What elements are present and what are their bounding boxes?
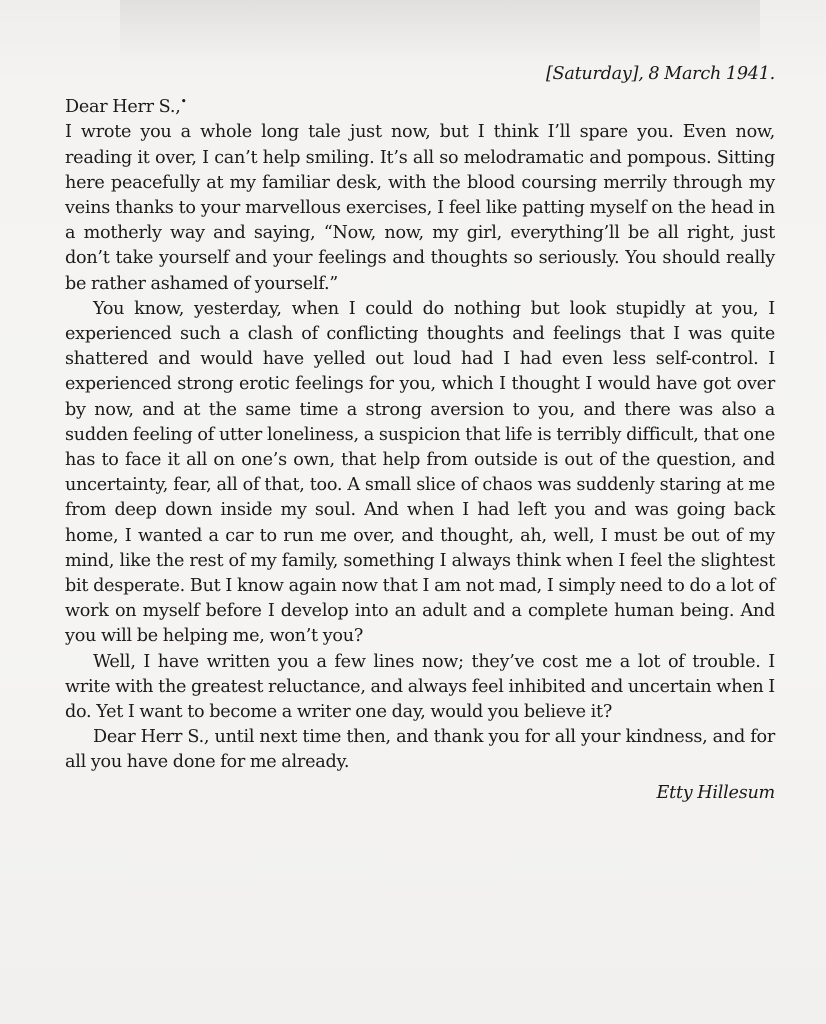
paragraph-4: Dear Herr S., until next time then, and thank you for all your kindness, and for all you have done for me already. (65, 727, 775, 773)
letter-signature: Etty Hillesum (656, 782, 775, 803)
letter-date: [Saturday], 8 March 1941. (545, 64, 775, 84)
salutation-text: Dear Herr S., (65, 97, 181, 118)
footnote-mark: • (180, 95, 187, 109)
letter-body (65, 62, 775, 806)
letter-salutation (65, 95, 775, 120)
show-through-shadow (120, 0, 760, 60)
paragraph-2: You know, yesterday, when I could do nothing but look stupidly at you, I experienced such a clash of conflicting thoughts and feelings that I was quite shattered and would have yelled out loud had I had even less self-control. I experienced strong erotic feelings for you, which I thought I would have got over by now, and at the same time a strong aversion to you, and there was also a sudden feeling of utter loneliness, a suspicion that life is terribly difficult, that one has to face it all on one’s own, that help from outside is out of the question, and uncertainty, fear, all of that, too. A small slice of chaos was suddenly staring at me from deep down inside my soul. And when I had left you and was going back home, I wanted a car to run me over, and thought, ah, well, I must be out of my mind, like the rest of my family, something I always think when I feel the slightest bit desperate. But I know again now that I am not mad, I simply need to do a lot of work on myself before I develop into an adult and a complete human being. And you will be helping me, won’t you? (65, 298, 775, 647)
paragraph-1: I wrote you a whole long tale just now, but I think I’ll spare you. Even now, reading it over, I can’t help smiling. It’s all so melodramatic and pompous. Sitting here peacefully at my familiar desk, with the blood coursing merrily through my veins thanks to your marvellous exercises, I feel like patting myself on the head in a motherly way and saying, “Now, now, my girl, everything’ll be all right, just don’t take yourself and your feelings and thoughts so seriously. You should really be rather ashamed of yourself.” (65, 122, 775, 294)
paragraph-3: Well, I have written you a few lines now; they’ve cost me a lot of trouble. I write with the greatest reluctance, and always feel inhibited and uncertain when I do. Yet I want to become a writer one day, would you believe it? (65, 651, 775, 723)
